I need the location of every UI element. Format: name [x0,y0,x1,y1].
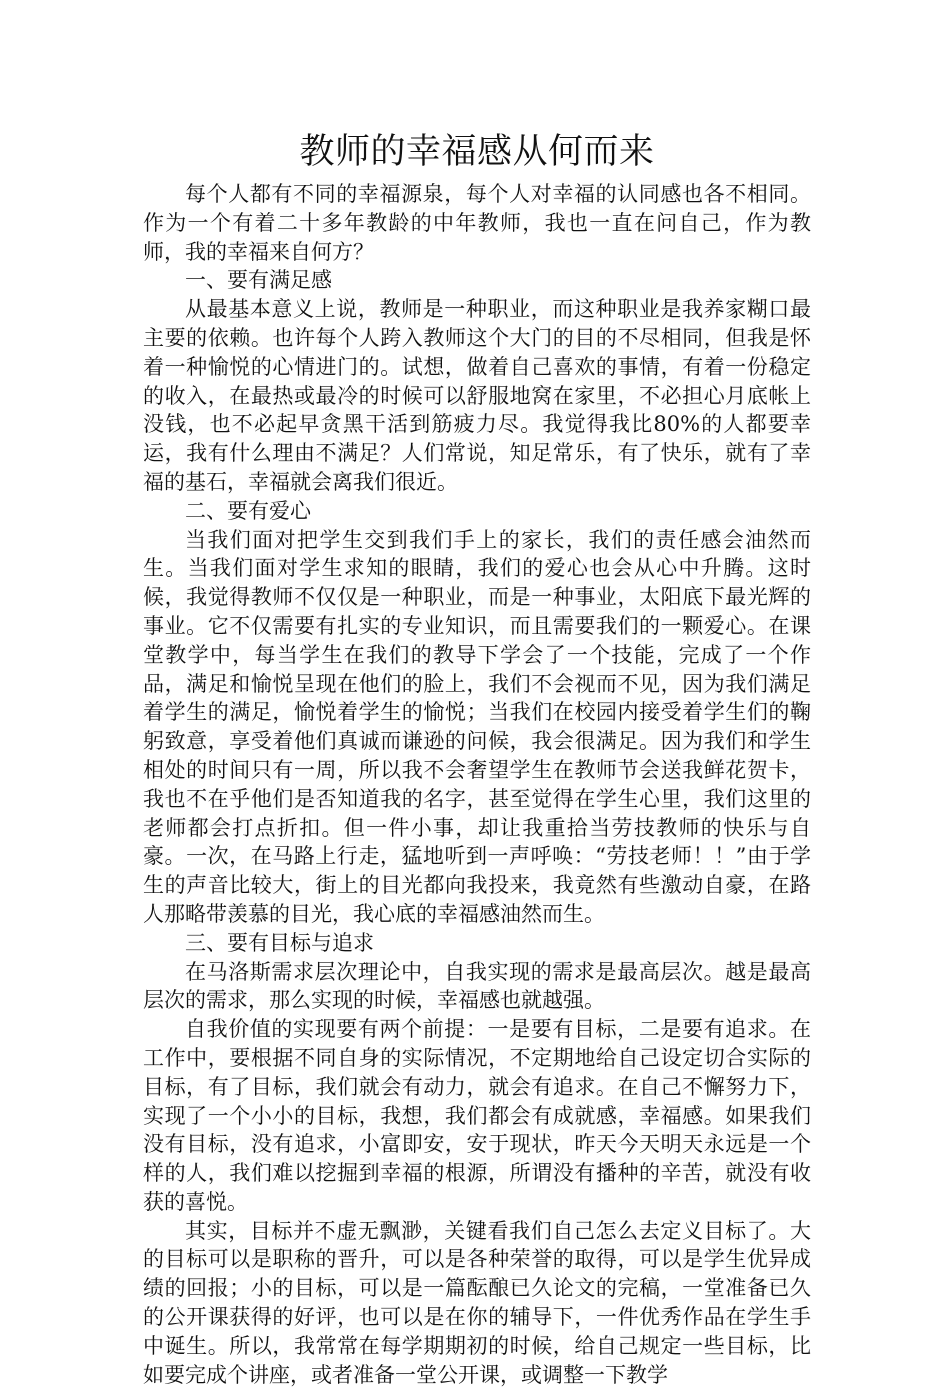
paragraph-maslow: 在马洛斯需求层次理论中，自我实现的需求是最高层次。越是最高层次的需求，那么实现的时候，幸福感也就越强。 [143,959,811,1013]
section-heading-2: 二、要有爱心 [185,498,311,523]
paragraph-goals: 其实，目标并不虚无飘渺，关键看我们自己怎么去定义目标了。大的目标可以是职称的晋升，可以是各种荣誉的取得，可以是学生优异成绩的回报；小的目标，可以是一篇酝酿已久论文的完稿，一堂准备已久的公开课获得的好评，也可以是在你的辅导下，一件优秀作品在学生手中诞生。所以，我常常在每学期期初的时候，给自己规定一些目标，比如要完成个讲座，或者准备一堂公开课，或调整一下教学 [143,1218,811,1387]
section-heading-3: 三、要有目标与追求 [185,930,374,955]
paragraph-intro: 每个人都有不同的幸福源泉，每个人对幸福的认同感也各不相同。作为一个有着二十多年教龄的中年教师，我也一直在问自己，作为教师，我的幸福来自何方？ [143,182,811,264]
paragraph-love: 当我们面对把学生交到我们手上的家长，我们的责任感会油然而生。当我们面对学生求知的眼睛，我们的爱心也会从心中升腾。这时候，我觉得教师不仅仅是一种职业，而是一种事业，太阳底下最光辉的事业。它不仅需要有扎实的专业知识，而且需要我们的一颗爱心。在课堂教学中，每当学生在我们的教导下学会了一个技能，完成了一个作品，满足和愉悦呈现在他们的脸上，我们不会视而不见，因为我们满足着学生的满足，愉悦着学生的愉悦；当我们在校园内接受着学生们的鞠躬致意，享受着他们真诚而谦逊的问候，我会很满足。因为我们和学生相处的时间只有一周，所以我不会奢望学生在教师节会送我鲜花贺卡，我也不在乎他们是否知道我的名字，甚至觉得在学生心里，我们这里的老师都会打点折扣。但一件小事，却让我重拾当劳技教师的快乐与自豪。一次，在马路上行走，猛地听到一声呼唤：“劳技老师！！”由于学生的声音比较大，街上的目光都向我投来，我竟然有些激动自豪，在路人那略带羡慕的目光，我心底的幸福感油然而生。 [143,527,811,926]
document-body [143,130,811,1389]
document-title: 教师的幸福感从何而来 [299,132,655,172]
section-heading-1: 一、要有满足感 [185,268,332,293]
paragraph-self-value: 自我价值的实现要有两个前提：一是要有目标，二是要有追求。在工作中，要根据不同自身的实际情况，不定期地给自己设定切合实际的目标，有了目标，我们就会有动力，就会有追求。在自己不懈努力下，实现了一个小小的目标，我想，我们都会有成就感，幸福感。如果我们没有目标，没有追求，小富即安，安于现状，昨天今天明天永远是一个样的人，我们难以挖掘到幸福的根源，所谓没有播种的辛苦，就没有收获的喜悦。 [143,1017,811,1214]
paragraph-satisfaction: 从最基本意义上说，教师是一种职业，而这种职业是我养家糊口最主要的依赖。也许每个人跨入教师这个大门的目的不尽相同，但我是怀着一种愉悦的心情进门的。试想，做着自己喜欢的事情，有着一份稳定的收入，在最热或最冷的时候可以舒服地窝在家里，不必担心月底帐上没钱，也不必起早贪黑干活到筋疲力尽。我觉得我比80%的人都要幸运，我有什么理由不满足？人们常说，知足常乐，有了快乐，就有了幸福的基石，幸福就会离我们很近。 [143,297,811,494]
